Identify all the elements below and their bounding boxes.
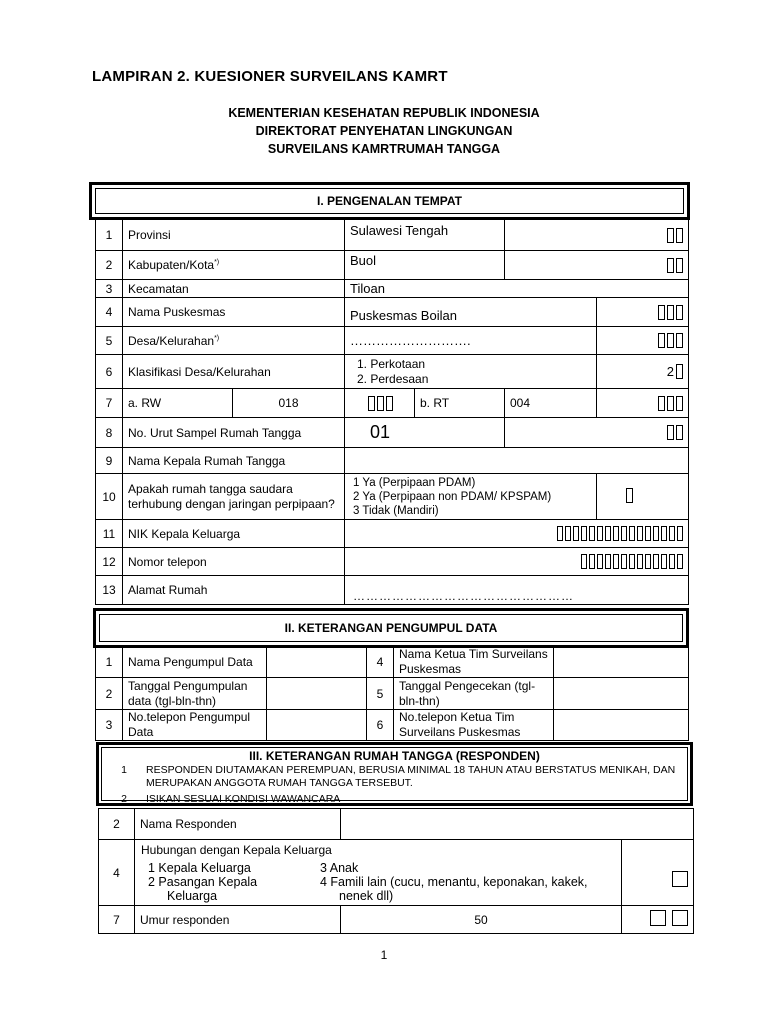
rt-label: b. RT [415,389,505,418]
row-kecamatan [96,280,689,298]
digit-box[interactable] [677,526,683,541]
note-number: 2 [121,793,127,805]
section3-table [98,808,694,934]
option-pdam[interactable]: 1 Ya (Perpipaan PDAM) [353,476,476,489]
respondent-name-input[interactable] [341,809,694,840]
option-famili-cont: nenek dll) [339,889,394,903]
row-number: 11 [96,520,123,548]
digit-box[interactable] [557,526,563,541]
row-label: Nama Ketua Tim Surveilans Puskesmas [394,647,554,678]
row-label: Nama Puskesmas [123,298,345,327]
hubungan-code-box[interactable] [622,840,694,906]
row-label: Hubungan dengan Kepala Keluarga [141,843,332,857]
section1-table [95,219,689,605]
rt-value[interactable]: 004 [505,389,597,418]
directorate-heading: DIREKTORAT PENYEHATAN LINGKUNGAN [255,124,513,138]
document-title: LAMPIRAN 2. KUESIONER SURVEILANS KAMRT [92,68,448,85]
digit-box[interactable] [629,554,635,569]
digit-box[interactable] [661,526,667,541]
row-number: 7 [96,389,123,418]
row-kepala-rt [96,448,689,474]
row-alamat [96,576,689,605]
digit-box[interactable] [573,526,579,541]
respondent-note: RESPONDEN DIUTAMAKAN PEREMPUAN, BERUSIA MINIMAL 18 TAHUN ATAU BERSTATUS MENIKAH, DAN MERUPAKAN ANGGOTA RUMAH TANGGA TERSEBUT. [146,764,676,789]
digit-box[interactable] [653,554,659,569]
row-number: 1 [96,220,123,251]
row-label: Nama Responden [135,809,341,840]
team-leader-phone-input[interactable] [554,710,689,741]
row-no-urut [96,418,689,448]
option-perkotaan[interactable]: 1. Perkotaan [357,356,426,371]
hubungan-cell [135,840,622,906]
row-number: 3 [96,280,123,298]
no-urut-value[interactable]: 01 [345,418,505,448]
row-number: 2 [96,251,123,280]
note-number: 1 [121,764,127,776]
option-non-pdam[interactable]: 2 Ya (Perpipaan non PDAM/ KPSPAM) [353,490,552,503]
row-label: Umur responden [135,906,341,934]
digit-box[interactable] [661,554,667,569]
digit-box[interactable] [669,526,675,541]
row-label: Desa/Kelurahan*) [123,327,345,355]
rw-label: a. RW [123,389,233,418]
digit-box[interactable] [565,526,571,541]
row-label: Nama Kepala Rumah Tangga [123,448,345,474]
row-number: 6 [367,710,394,741]
section1-title: I. PENGENALAN TEMPAT [95,188,684,214]
digit-box[interactable] [605,554,611,569]
row-nik [96,520,689,548]
option-mandiri[interactable]: 3 Tidak (Mandiri) [353,504,439,517]
row-number: 9 [96,448,123,474]
row-number: 4 [96,298,123,327]
digit-box[interactable] [621,554,627,569]
page-number: 1 [380,948,388,962]
collection-date-input[interactable] [267,678,367,710]
row-label: Alamat Rumah [123,576,345,605]
digit-box[interactable] [613,554,619,569]
row-number: 4 [99,840,135,906]
section3-header [96,742,693,806]
row-label: Kabupaten/Kota*) [123,251,345,280]
row-number: 5 [96,327,123,355]
digit-box[interactable] [597,526,603,541]
perpipaan-options [345,474,597,520]
code-boxes[interactable] [505,251,689,280]
section2-table [95,646,689,741]
digit-box[interactable] [637,526,643,541]
age-value[interactable]: 50 [341,906,622,934]
row-label: Nomor telepon [123,548,345,576]
row-number: 8 [96,418,123,448]
row-number: 10 [96,474,123,520]
row-puskesmas [96,298,689,327]
digit-box[interactable] [669,554,675,569]
row-number: 4 [367,647,394,678]
row-label: Klasifikasi Desa/Kelurahan [123,355,345,389]
row-hubungan [99,840,694,906]
option-pasangan[interactable]: 2 Pasangan Kepala [148,875,258,889]
option-anak[interactable]: 3 Anak [320,861,359,875]
survey-heading: SURVEILANS KAMRTRUMAH TANGGA [267,142,501,156]
option-kepala-keluarga[interactable]: 1 Kepala Keluarga [148,861,251,875]
code-boxes[interactable] [597,298,689,327]
puskesmas-value[interactable]: Puskesmas Boilan [345,298,597,327]
rw-value[interactable]: 018 [233,389,345,418]
row-label: Tanggal Pengecekan (tgl-bln-thn) [394,678,554,710]
interview-note: ISIKAN SESUAI KONDISI WAWANCARA [146,793,341,805]
row-label: Kecamatan [123,280,345,298]
digit-box[interactable] [581,554,587,569]
section2-header [93,608,689,648]
code-value: 2 [666,364,675,379]
row-label: No.telepon Pengumpul Data [123,710,267,741]
code-boxes[interactable] [505,418,689,448]
digit-box[interactable] [581,526,587,541]
digit-box[interactable] [645,526,651,541]
row-number: 13 [96,576,123,605]
collector-phone-input[interactable] [267,710,367,741]
phone-row [96,710,689,741]
row-klasifikasi [96,355,689,389]
team-leader-name-input[interactable] [554,647,689,678]
row-kabupaten [96,251,689,280]
rw-boxes[interactable] [345,389,415,418]
code-boxes[interactable] [597,327,689,355]
section3-title: III. KETERANGAN RUMAH TANGGA (RESPONDEN) [249,749,540,763]
klasifikasi-code[interactable] [597,355,689,389]
klasifikasi-options [345,355,597,389]
row-number: 6 [96,355,123,389]
row-label: Provinsi [123,220,345,251]
row-desa [96,327,689,355]
row-number: 3 [96,710,123,741]
check-date-input[interactable] [554,678,689,710]
row-label: Apakah rumah tangga saudara terhubung dengan jaringan perpipaan? [123,474,345,520]
provinsi-value[interactable]: Sulawesi Tengah [345,220,505,251]
collector-name-input[interactable] [267,647,367,678]
row-number: 1 [96,647,123,678]
row-number: 2 [99,809,135,840]
digit-box[interactable] [677,554,683,569]
option-famili[interactable]: 4 Famili lain (cucu, menantu, keponakan, kakek, [320,875,588,889]
row-provinsi [96,220,689,251]
date-row [96,678,689,710]
digit-box[interactable] [653,526,659,541]
row-perpipaan [96,474,689,520]
digit-box[interactable] [605,526,611,541]
row-label: NIK Kepala Keluarga [123,520,345,548]
desa-value[interactable]: ………………………. [345,327,597,355]
row-label: Tanggal Pengumpulan data (tgl-bln-thn) [123,678,267,710]
digit-box[interactable] [645,554,651,569]
digit-box[interactable] [613,526,619,541]
alamat-value[interactable]: …………………………………………… [345,576,689,605]
row-nama-responden [99,809,694,840]
collector-row [96,647,689,678]
digit-box[interactable] [589,526,595,541]
row-number: 5 [367,678,394,710]
nik-boxes[interactable] [345,520,689,548]
row-label: Nama Pengumpul Data [123,647,267,678]
section2-title: II. KETERANGAN PENGUMPUL DATA [99,614,683,642]
kepala-rt-value[interactable] [345,448,689,474]
row-number: 7 [99,906,135,934]
kecamatan-value[interactable]: Tiloan [345,280,689,298]
digit-box[interactable] [589,554,595,569]
digit-box[interactable] [637,554,643,569]
digit-box[interactable] [597,554,603,569]
code-boxes[interactable] [505,220,689,251]
rt-boxes[interactable] [597,389,689,418]
option-pasangan-cont: Keluarga [167,889,218,903]
perpipaan-code[interactable] [597,474,689,520]
ministry-heading: KEMENTERIAN KESEHATAN REPUBLIK INDONESIA [228,106,540,120]
row-number: 12 [96,548,123,576]
row-rw-rt [96,389,689,418]
row-label: No. Urut Sampel Rumah Tangga [123,418,345,448]
row-label: No.telepon Ketua Tim Surveilans Puskesmas [394,710,554,741]
telepon-boxes[interactable] [345,548,689,576]
kabupaten-value[interactable]: Buol [345,251,505,280]
section1-header [89,182,690,220]
digit-box[interactable] [629,526,635,541]
option-perdesaan[interactable]: 2. Perdesaan [357,371,429,386]
row-umur [99,906,694,934]
row-telepon [96,548,689,576]
age-code-boxes[interactable] [622,906,694,934]
row-number: 2 [96,678,123,710]
digit-box[interactable] [621,526,627,541]
